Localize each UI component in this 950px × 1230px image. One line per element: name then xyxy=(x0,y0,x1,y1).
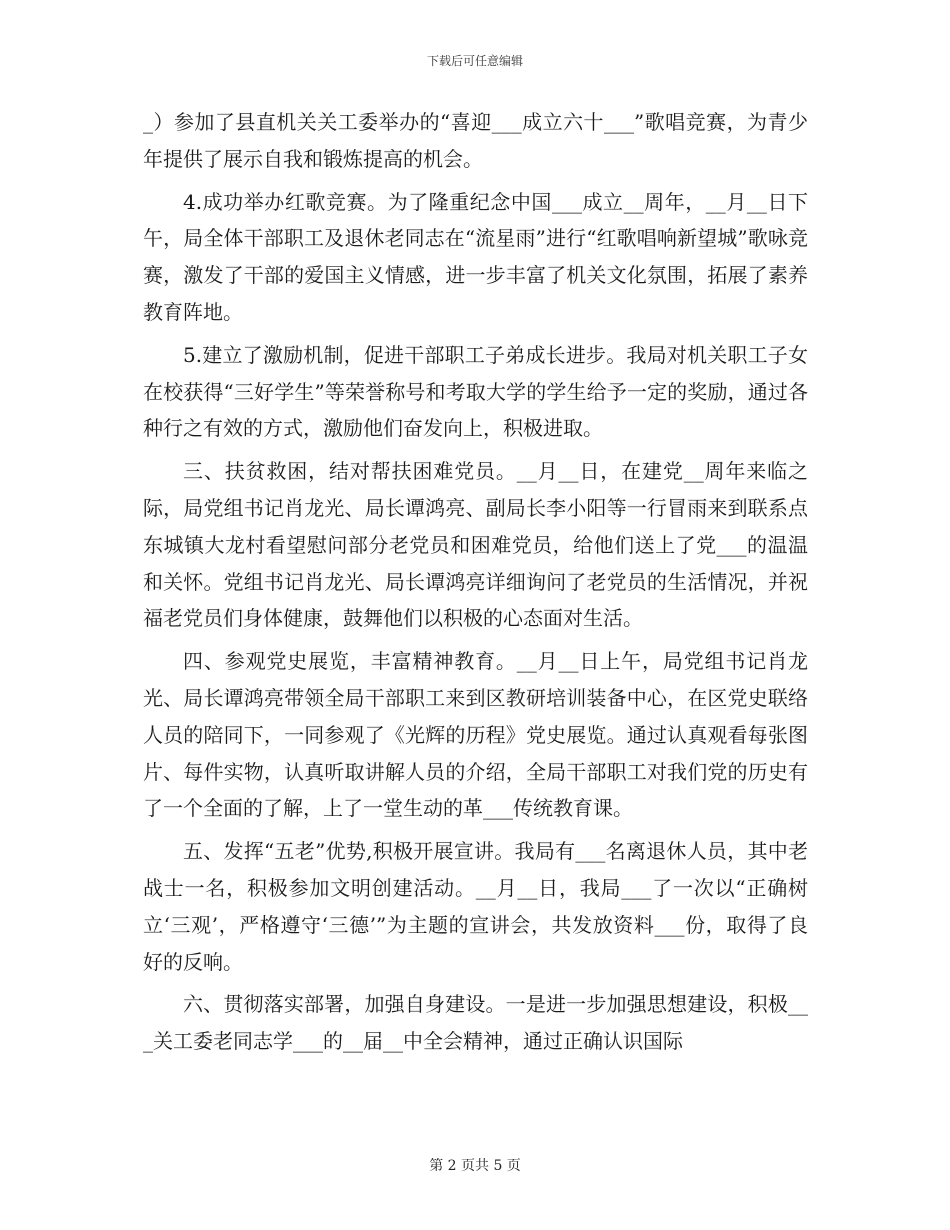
paragraph-3: 5.建立了激励机制，促进干部职工子弟成长进步。我局对机关职工子女在校获得“三好学生”等荣誉称号和考取大学的学生给予一定的奖励，通过各种行之有效的方式，激励他们奋发向上，积极进取。 xyxy=(143,342,808,441)
page-header: 下载后可任意编辑 xyxy=(426,54,523,68)
paragraph-7: 六、贯彻落实部署，加强自身建设。一是进一步加强思想建设，积极___关工委老同志学___的__届__中全会精神，通过正确认识国际 xyxy=(143,992,808,1054)
paragraph-6: 五、发挥“五老”优势,积极开展宣讲。我局有___名离退休人员，其中老战士一名，积极参加文明创建活动。__月__日，我局___了一次以“正确树立‘三观’，严格遵守‘三德’”为主题的宣讲会，共发放资料___份，取得了良好的反响。 xyxy=(143,839,808,974)
paragraph-5: 四、参观党史展览，丰富精神教育。__月__日上午，局党组书记肖龙光、局长谭鸿亮带领全局干部职工来到区教研培训装备中心，在区党史联络人员的陪同下，一同参观了《光辉的历程》党史展览。通过认真观看每张图片、每件实物，认真听取讲解人员的介绍，全局干部职工对我们党的历史有了一个全面的了解，上了一堂生动的革___传统教育课。 xyxy=(143,649,808,821)
paragraph-4: 三、扶贫救困，结对帮扶困难党员。__月__日，在建党__周年来临之际，局党组书记肖龙光、局长谭鸿亮、副局长李小阳等一行冒雨来到联系点东城镇大龙村看望慰问部分老党员和困难党员，给他们送上了党___的温温和关怀。党组书记肖龙光、局长谭鸿亮详细询问了老党员的生活情况，并祝福老党员们身体健康，鼓舞他们以积极的心态面对生活。 xyxy=(143,459,808,631)
document-body xyxy=(143,104,808,1066)
paragraph-2: 4.成功举办红歌竞赛。为了隆重纪念中国___成立__周年，__月__日下午，局全体干部职工及退休老同志在“流星雨”进行“红歌唱响新望城”歌咏竞赛，激发了干部的爱国主义情感，进一步丰富了机关文化氛围，拓展了素养教育阵地。 xyxy=(143,189,808,324)
page-number-footer: 第 2 页共 5 页 xyxy=(429,1158,521,1174)
paragraph-1: _）参加了县直机关关工委举办的“喜迎___成立六十___”歌唱竞赛，为青少年提供了展示自我和锻炼提高的机会。 xyxy=(143,110,808,171)
